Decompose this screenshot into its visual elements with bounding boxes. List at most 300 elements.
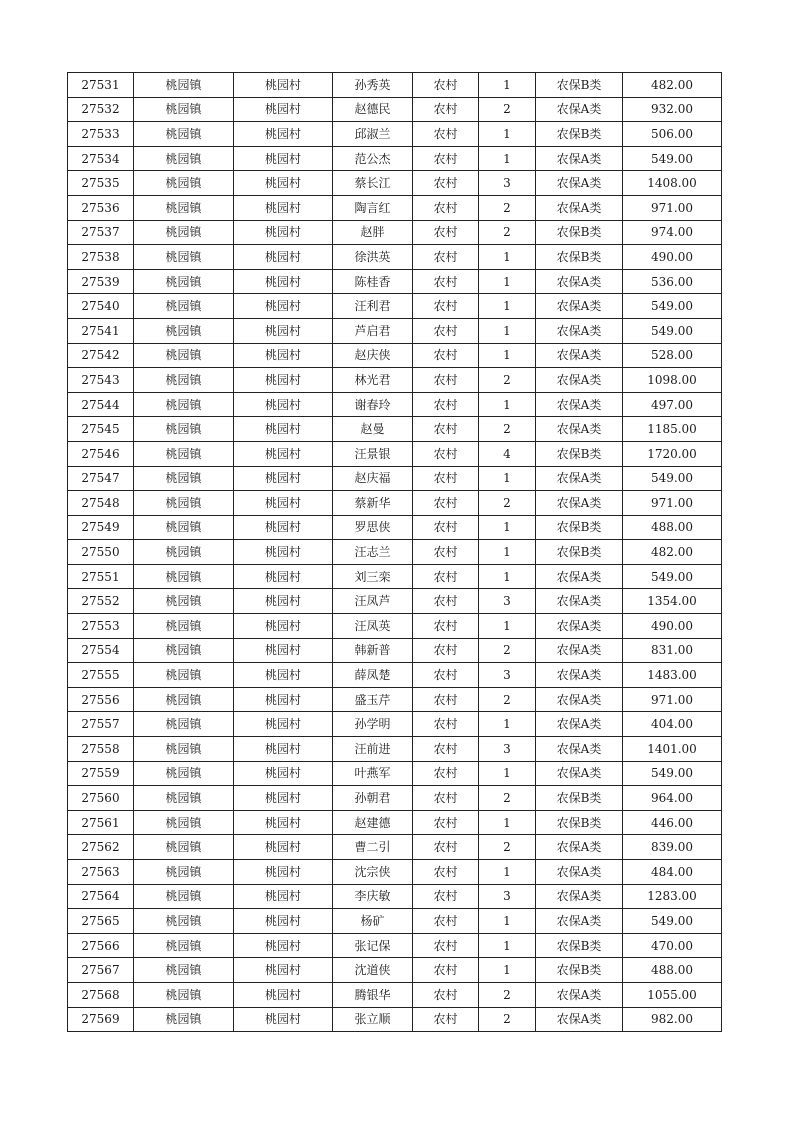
cell-village: 桃园村 [234,663,333,688]
cell-area-type: 农村 [413,368,479,393]
cell-amount: 1185.00 [623,417,722,442]
cell-insurance-category: 农保A类 [536,712,623,737]
cell-amount: 497.00 [623,392,722,417]
cell-household-size: 1 [479,73,536,98]
cell-area-type: 农村 [413,786,479,811]
cell-name: 汪景银 [333,441,413,466]
cell-village: 桃园村 [234,786,333,811]
cell-village: 桃园村 [234,982,333,1007]
cell-area-type: 农村 [413,663,479,688]
cell-town: 桃园镇 [134,491,234,516]
cell-household-size: 2 [479,195,536,220]
cell-id: 27557 [68,712,134,737]
cell-amount: 490.00 [623,245,722,270]
cell-name: 赵庆福 [333,466,413,491]
cell-area-type: 农村 [413,343,479,368]
cell-village: 桃园村 [234,97,333,122]
cell-village: 桃园村 [234,441,333,466]
cell-town: 桃园镇 [134,638,234,663]
cell-id: 27567 [68,958,134,983]
table-row [68,269,722,294]
cell-area-type: 农村 [413,564,479,589]
cell-area-type: 农村 [413,958,479,983]
cell-insurance-category: 农保B类 [536,933,623,958]
cell-village: 桃园村 [234,220,333,245]
cell-amount: 549.00 [623,466,722,491]
cell-id: 27568 [68,982,134,1007]
cell-town: 桃园镇 [134,1007,234,1032]
cell-insurance-category: 农保B类 [536,73,623,98]
table-row [68,884,722,909]
table-row [68,195,722,220]
cell-town: 桃园镇 [134,392,234,417]
cell-insurance-category: 农保A类 [536,195,623,220]
cell-insurance-category: 农保A类 [536,909,623,934]
cell-name: 邱淑兰 [333,122,413,147]
cell-name: 赵德民 [333,97,413,122]
cell-insurance-category: 农保B类 [536,810,623,835]
cell-name: 陶言红 [333,195,413,220]
cell-name: 徐洪英 [333,245,413,270]
cell-insurance-category: 农保A类 [536,589,623,614]
table-row [68,466,722,491]
cell-id: 27533 [68,122,134,147]
cell-area-type: 农村 [413,441,479,466]
cell-id: 27538 [68,245,134,270]
cell-area-type: 农村 [413,614,479,639]
table-row [68,835,722,860]
cell-insurance-category: 农保A类 [536,884,623,909]
cell-household-size: 3 [479,171,536,196]
cell-amount: 490.00 [623,614,722,639]
cell-insurance-category: 农保A类 [536,146,623,171]
cell-household-size: 1 [479,540,536,565]
cell-insurance-category: 农保A类 [536,294,623,319]
cell-id: 27546 [68,441,134,466]
cell-id: 27552 [68,589,134,614]
cell-town: 桃园镇 [134,171,234,196]
cell-name: 罗思侠 [333,515,413,540]
cell-name: 芦启君 [333,318,413,343]
cell-village: 桃园村 [234,1007,333,1032]
cell-town: 桃园镇 [134,73,234,98]
cell-village: 桃园村 [234,417,333,442]
cell-town: 桃园镇 [134,614,234,639]
cell-town: 桃园镇 [134,220,234,245]
cell-village: 桃园村 [234,146,333,171]
cell-id: 27536 [68,195,134,220]
cell-id: 27540 [68,294,134,319]
table-row [68,564,722,589]
cell-insurance-category: 农保A类 [536,491,623,516]
cell-amount: 484.00 [623,860,722,885]
cell-town: 桃园镇 [134,663,234,688]
cell-household-size: 2 [479,638,536,663]
table-row [68,171,722,196]
cell-area-type: 农村 [413,909,479,934]
cell-village: 桃园村 [234,515,333,540]
cell-town: 桃园镇 [134,810,234,835]
cell-amount: 974.00 [623,220,722,245]
cell-village: 桃园村 [234,540,333,565]
cell-id: 27555 [68,663,134,688]
cell-town: 桃园镇 [134,909,234,934]
cell-area-type: 农村 [413,982,479,1007]
cell-id: 27539 [68,269,134,294]
cell-town: 桃园镇 [134,786,234,811]
cell-id: 27549 [68,515,134,540]
cell-id: 27558 [68,737,134,762]
cell-area-type: 农村 [413,589,479,614]
cell-village: 桃园村 [234,589,333,614]
table-row [68,491,722,516]
table-row [68,712,722,737]
cell-area-type: 农村 [413,392,479,417]
cell-household-size: 2 [479,368,536,393]
cell-insurance-category: 农保A类 [536,97,623,122]
cell-household-size: 1 [479,933,536,958]
cell-name: 腾银华 [333,982,413,1007]
cell-insurance-category: 农保B类 [536,786,623,811]
cell-village: 桃园村 [234,294,333,319]
cell-name: 张记保 [333,933,413,958]
cell-town: 桃园镇 [134,368,234,393]
table-row [68,958,722,983]
cell-area-type: 农村 [413,712,479,737]
cell-town: 桃园镇 [134,884,234,909]
cell-household-size: 2 [479,220,536,245]
cell-town: 桃园镇 [134,417,234,442]
cell-household-size: 2 [479,786,536,811]
cell-household-size: 1 [479,269,536,294]
cell-village: 桃园村 [234,73,333,98]
cell-area-type: 农村 [413,491,479,516]
cell-id: 27563 [68,860,134,885]
table-row [68,589,722,614]
cell-household-size: 4 [479,441,536,466]
cell-household-size: 1 [479,614,536,639]
cell-area-type: 农村 [413,318,479,343]
cell-id: 27550 [68,540,134,565]
cell-name: 韩新普 [333,638,413,663]
cell-area-type: 农村 [413,1007,479,1032]
cell-amount: 446.00 [623,810,722,835]
table-row [68,737,722,762]
cell-id: 27547 [68,466,134,491]
cell-household-size: 3 [479,737,536,762]
cell-amount: 1401.00 [623,737,722,762]
cell-id: 27545 [68,417,134,442]
cell-household-size: 2 [479,982,536,1007]
cell-area-type: 农村 [413,220,479,245]
cell-area-type: 农村 [413,417,479,442]
cell-town: 桃园镇 [134,737,234,762]
cell-village: 桃园村 [234,860,333,885]
cell-town: 桃园镇 [134,515,234,540]
cell-name: 汪凤英 [333,614,413,639]
cell-name: 蔡新华 [333,491,413,516]
cell-name: 沈道侠 [333,958,413,983]
cell-name: 薛凤楚 [333,663,413,688]
cell-id: 27560 [68,786,134,811]
cell-area-type: 农村 [413,171,479,196]
cell-town: 桃园镇 [134,269,234,294]
cell-id: 27535 [68,171,134,196]
cell-area-type: 农村 [413,761,479,786]
cell-area-type: 农村 [413,737,479,762]
cell-amount: 1408.00 [623,171,722,196]
cell-village: 桃园村 [234,195,333,220]
cell-area-type: 农村 [413,294,479,319]
cell-town: 桃园镇 [134,441,234,466]
cell-household-size: 1 [479,392,536,417]
cell-household-size: 1 [479,466,536,491]
cell-household-size: 2 [479,97,536,122]
cell-household-size: 2 [479,687,536,712]
cell-insurance-category: 农保A类 [536,761,623,786]
cell-household-size: 1 [479,515,536,540]
table-row [68,614,722,639]
table-body [68,73,722,1032]
cell-amount: 404.00 [623,712,722,737]
cell-household-size: 2 [479,835,536,860]
cell-id: 27554 [68,638,134,663]
cell-name: 刘三栾 [333,564,413,589]
cell-village: 桃园村 [234,687,333,712]
table-row [68,245,722,270]
cell-household-size: 3 [479,589,536,614]
cell-area-type: 农村 [413,540,479,565]
table-row [68,368,722,393]
cell-insurance-category: 农保A类 [536,860,623,885]
cell-insurance-category: 农保B类 [536,122,623,147]
cell-area-type: 农村 [413,638,479,663]
cell-amount: 549.00 [623,146,722,171]
cell-town: 桃园镇 [134,195,234,220]
cell-insurance-category: 农保A类 [536,171,623,196]
table-row [68,417,722,442]
cell-insurance-category: 农保A类 [536,269,623,294]
cell-name: 孙学明 [333,712,413,737]
table-row [68,982,722,1007]
cell-amount: 964.00 [623,786,722,811]
cell-name: 赵胖 [333,220,413,245]
cell-insurance-category: 农保A类 [536,318,623,343]
cell-household-size: 1 [479,318,536,343]
cell-amount: 488.00 [623,958,722,983]
table-row [68,860,722,885]
cell-town: 桃园镇 [134,982,234,1007]
cell-amount: 482.00 [623,540,722,565]
table-row [68,663,722,688]
cell-village: 桃园村 [234,737,333,762]
cell-id: 27544 [68,392,134,417]
cell-name: 孙朝君 [333,786,413,811]
cell-area-type: 农村 [413,860,479,885]
cell-name: 张立顺 [333,1007,413,1032]
cell-household-size: 1 [479,146,536,171]
cell-insurance-category: 农保A类 [536,638,623,663]
cell-id: 27542 [68,343,134,368]
cell-village: 桃园村 [234,638,333,663]
cell-town: 桃园镇 [134,835,234,860]
cell-name: 赵曼 [333,417,413,442]
cell-name: 盛玉芹 [333,687,413,712]
cell-amount: 1055.00 [623,982,722,1007]
cell-amount: 549.00 [623,318,722,343]
cell-village: 桃园村 [234,318,333,343]
cell-id: 27559 [68,761,134,786]
cell-area-type: 农村 [413,810,479,835]
cell-amount: 536.00 [623,269,722,294]
cell-id: 27541 [68,318,134,343]
cell-household-size: 2 [479,1007,536,1032]
table-row [68,122,722,147]
cell-town: 桃园镇 [134,712,234,737]
cell-id: 27566 [68,933,134,958]
cell-village: 桃园村 [234,368,333,393]
cell-id: 27569 [68,1007,134,1032]
cell-id: 27562 [68,835,134,860]
cell-area-type: 农村 [413,687,479,712]
table-row [68,687,722,712]
cell-village: 桃园村 [234,122,333,147]
cell-insurance-category: 农保B类 [536,245,623,270]
cell-id: 27556 [68,687,134,712]
cell-insurance-category: 农保A类 [536,368,623,393]
cell-area-type: 农村 [413,73,479,98]
cell-town: 桃园镇 [134,97,234,122]
cell-name: 范公杰 [333,146,413,171]
cell-town: 桃园镇 [134,860,234,885]
cell-town: 桃园镇 [134,294,234,319]
table-row [68,294,722,319]
cell-insurance-category: 农保B类 [536,515,623,540]
table-row [68,786,722,811]
cell-village: 桃园村 [234,614,333,639]
cell-town: 桃园镇 [134,958,234,983]
cell-name: 杨矿 [333,909,413,934]
cell-id: 27553 [68,614,134,639]
cell-town: 桃园镇 [134,933,234,958]
cell-village: 桃园村 [234,810,333,835]
cell-amount: 470.00 [623,933,722,958]
cell-area-type: 农村 [413,97,479,122]
cell-insurance-category: 农保A类 [536,614,623,639]
cell-amount: 831.00 [623,638,722,663]
cell-insurance-category: 农保A类 [536,982,623,1007]
cell-id: 27543 [68,368,134,393]
cell-area-type: 农村 [413,933,479,958]
cell-village: 桃园村 [234,269,333,294]
cell-household-size: 1 [479,294,536,319]
cell-town: 桃园镇 [134,687,234,712]
cell-household-size: 1 [479,909,536,934]
cell-id: 27561 [68,810,134,835]
cell-household-size: 1 [479,958,536,983]
table-row [68,1007,722,1032]
cell-insurance-category: 农保A类 [536,1007,623,1032]
cell-area-type: 农村 [413,146,479,171]
table-row [68,343,722,368]
table-row [68,146,722,171]
cell-village: 桃园村 [234,909,333,934]
cell-household-size: 1 [479,122,536,147]
cell-insurance-category: 农保A类 [536,564,623,589]
cell-id: 27537 [68,220,134,245]
cell-insurance-category: 农保A类 [536,737,623,762]
table-row [68,318,722,343]
cell-household-size: 1 [479,860,536,885]
cell-village: 桃园村 [234,761,333,786]
cell-id: 27565 [68,909,134,934]
cell-area-type: 农村 [413,269,479,294]
subsidy-table [67,72,722,1032]
table-row [68,392,722,417]
cell-amount: 971.00 [623,687,722,712]
cell-village: 桃园村 [234,933,333,958]
table-row [68,638,722,663]
cell-name: 赵建德 [333,810,413,835]
cell-name: 汪凤芦 [333,589,413,614]
cell-name: 沈宗侠 [333,860,413,885]
cell-amount: 1354.00 [623,589,722,614]
cell-insurance-category: 农保B类 [536,441,623,466]
cell-village: 桃园村 [234,958,333,983]
cell-name: 谢春玲 [333,392,413,417]
cell-area-type: 农村 [413,195,479,220]
cell-town: 桃园镇 [134,318,234,343]
table-row [68,220,722,245]
cell-amount: 482.00 [623,73,722,98]
cell-amount: 982.00 [623,1007,722,1032]
cell-amount: 549.00 [623,564,722,589]
cell-town: 桃园镇 [134,122,234,147]
cell-insurance-category: 农保A类 [536,417,623,442]
cell-amount: 549.00 [623,761,722,786]
cell-village: 桃园村 [234,564,333,589]
cell-insurance-category: 农保B类 [536,958,623,983]
cell-name: 赵庆侠 [333,343,413,368]
cell-amount: 1483.00 [623,663,722,688]
cell-name: 叶燕军 [333,761,413,786]
cell-insurance-category: 农保A类 [536,343,623,368]
cell-id: 27532 [68,97,134,122]
cell-insurance-category: 农保A类 [536,466,623,491]
cell-town: 桃园镇 [134,245,234,270]
cell-amount: 488.00 [623,515,722,540]
cell-insurance-category: 农保A类 [536,835,623,860]
cell-amount: 839.00 [623,835,722,860]
cell-amount: 971.00 [623,491,722,516]
cell-area-type: 农村 [413,122,479,147]
cell-amount: 549.00 [623,909,722,934]
cell-village: 桃园村 [234,712,333,737]
cell-village: 桃园村 [234,245,333,270]
cell-town: 桃园镇 [134,343,234,368]
cell-insurance-category: 农保A类 [536,663,623,688]
table-row [68,515,722,540]
cell-household-size: 3 [479,663,536,688]
cell-insurance-category: 农保A类 [536,687,623,712]
cell-id: 27548 [68,491,134,516]
cell-household-size: 1 [479,564,536,589]
table-row [68,909,722,934]
cell-name: 汪前进 [333,737,413,762]
cell-amount: 1283.00 [623,884,722,909]
cell-name: 曹二引 [333,835,413,860]
cell-insurance-category: 农保B类 [536,220,623,245]
